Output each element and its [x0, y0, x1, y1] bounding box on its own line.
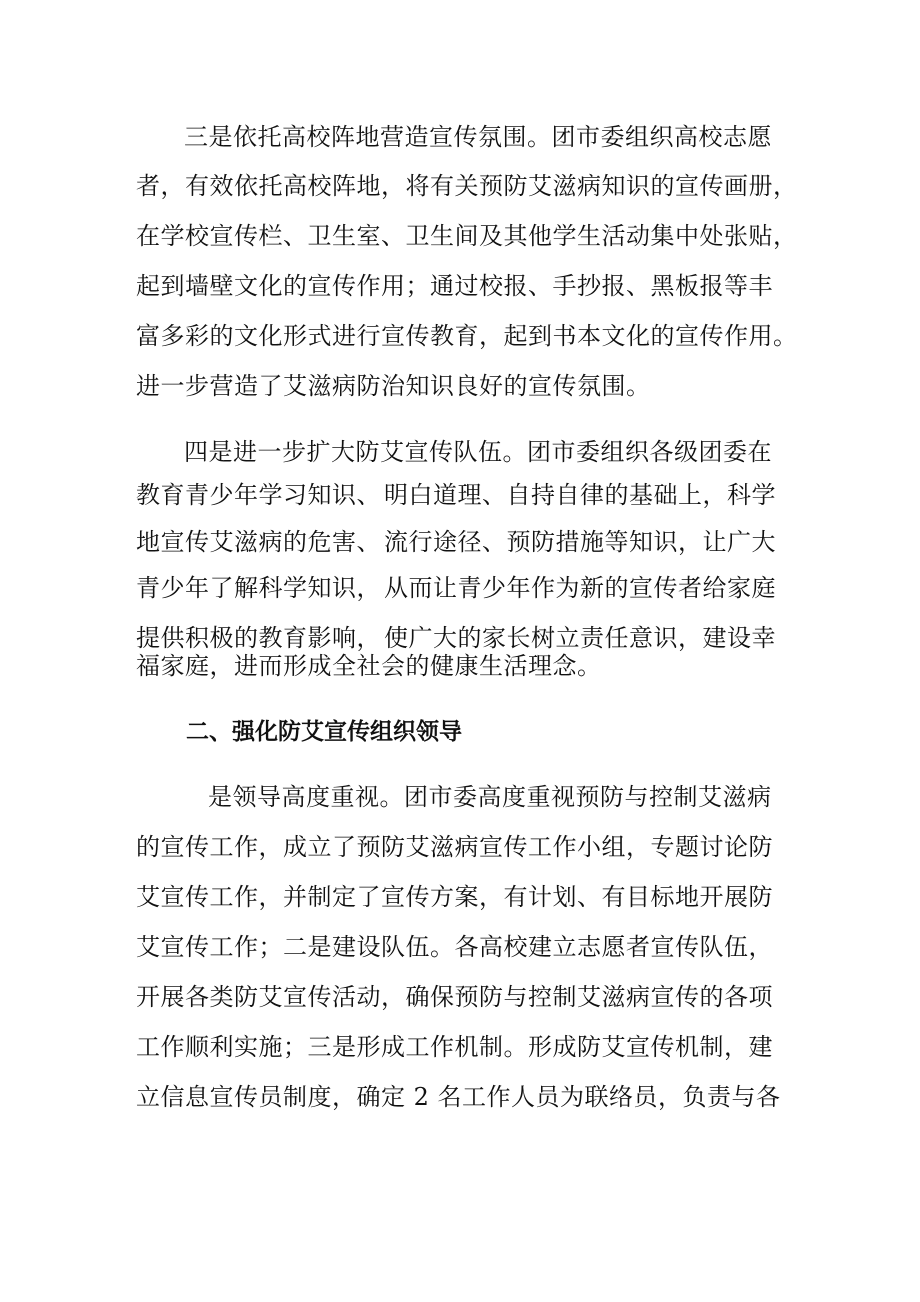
para2-line-6: 福家庭，进而形成全社会的健康生活理念。	[136, 652, 602, 680]
para2-line-1: 四是进一步扩大防艾宣传队伍。团市委组织各级团委在	[184, 438, 772, 466]
para1-line-5: 富多彩的文化形式进行宣传教育，起到书本文化的宣传作用。	[136, 322, 798, 350]
para2-line-5-part-a: 提供积极的教育影响，	[136, 624, 381, 652]
para2-line-5-part-b: 使广大的家长树立责任意识，建设幸	[384, 624, 776, 652]
para2-line-3	[136, 527, 776, 557]
para2-line-4-part-a: 青少年了解科学知识，	[136, 574, 381, 602]
para1-line-3: 在学校宣传栏、卫生室、卫生间及其他学生活动集中处张贴，	[136, 222, 798, 250]
para2-line-3-part-a: 地宣传艾滋病的危害、	[136, 528, 381, 556]
section-heading: 二、强化防艾宣传组织领导	[186, 719, 462, 745]
para2-line-2	[136, 480, 776, 510]
para3-line-1: 是领导高度重视。团市委高度重视预防与控制艾滋病	[208, 783, 772, 811]
para1-line-4: 起到墙壁文化的宣传作用；通过校报、手抄报、黑板报等丰	[136, 272, 773, 300]
para1-line-2: 者，有效依托高校阵地，将有关预防艾滋病知识的宣传画册，	[136, 172, 798, 200]
para2-line-4	[136, 573, 776, 603]
para1-line-1: 三是依托高校阵地营造宣传氛围。团市委组织高校志愿	[184, 123, 772, 151]
para2-line-2-part-b: 明白道理、自持自律的基础上，科学	[384, 481, 776, 509]
para3-line-3: 艾宣传工作，并制定了宣传方案，有计划、有目标地开展防	[136, 883, 773, 911]
para2-line-3-part-b: 流行途径、预防措施等知识，让广大	[384, 528, 776, 556]
para3-line-5: 开展各类防艾宣传活动，确保预防与控制艾滋病宣传的各项	[136, 983, 773, 1011]
para2-line-4-part-b: 从而让青少年作为新的宣传者给家庭	[384, 574, 776, 602]
para3-line-2: 的宣传工作，成立了预防艾滋病宣传工作小组，专题讨论防	[136, 833, 773, 861]
para1-line-6: 进一步营造了艾滋病防治知识良好的宣传氛围。	[136, 372, 651, 400]
para3-line-7: 立信息宣传员制度，确定 2 名工作人员为联络员，负责与各	[136, 1083, 781, 1111]
para2-line-2-part-a: 教育青少年学习知识、	[136, 481, 381, 509]
para3-line-6: 工作顺利实施；三是形成工作机制。形成防艾宣传机制，建	[136, 1033, 773, 1061]
para3-line-4: 艾宣传工作；二是建设队伍。各高校建立志愿者宣传队伍，	[136, 933, 773, 961]
para2-line-5	[136, 623, 776, 653]
